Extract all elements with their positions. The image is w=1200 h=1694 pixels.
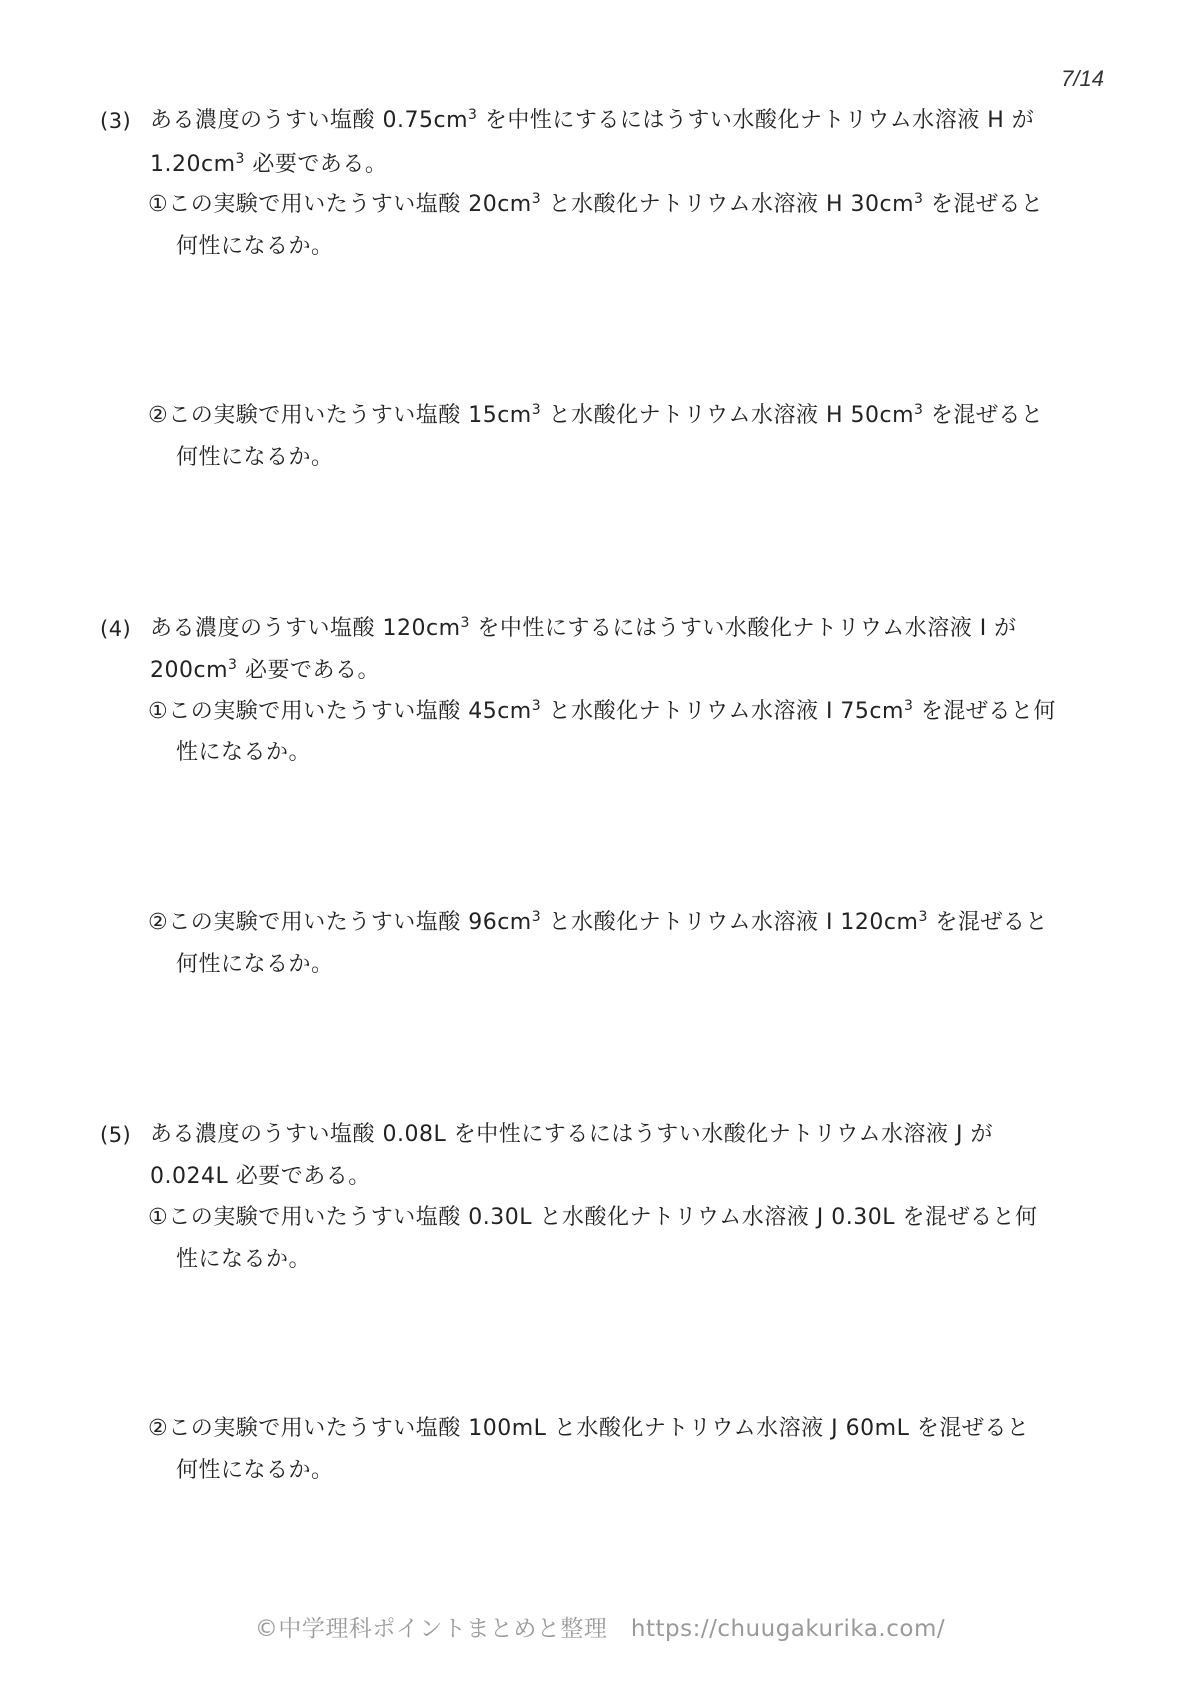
subquestion-2-line2: 何性になるか。 (176, 952, 334, 977)
question-number: (4) (100, 617, 132, 641)
question-stem-line2: $200cm^3$ 必要である。 (150, 657, 380, 683)
question-number: (5) (100, 1123, 132, 1147)
question-stem-line2: $1.20cm^3$ 必要である。 (150, 151, 388, 177)
subquestion-1-line2: 性になるか。 (176, 1247, 312, 1272)
footer-copyright: ©中学理科ポイントまとめと整理 https://chuugakurika.com/ (254, 1616, 946, 1642)
question-stem-line1: ある濃度のうすい塩酸 $0.75cm^3$ を中性にするにはうすい水酸化ナトリウム水溶液 H が (150, 107, 1035, 133)
subquestion-1-line1: ①この実験で用いたうすい塩酸 $20cm^3$ と水酸化ナトリウム水溶液 H $30cm^3$ を混ぜると (148, 191, 1044, 217)
question-number: (3) (100, 109, 132, 133)
subquestion-1-line2: 何性になるか。 (176, 234, 334, 259)
question-stem-line1: ある濃度のうすい塩酸 0.08L を中性にするにはうすい水酸化ナトリウム水溶液 J が (150, 1122, 993, 1147)
subquestion-2-line1: ②この実験で用いたうすい塩酸 100mL と水酸化ナトリウム水溶液 J 60mL を混ぜると (148, 1416, 1030, 1441)
subquestion-2-line1: ②この実験で用いたうすい塩酸 $96cm^3$ と水酸化ナトリウム水溶液 I $120cm^3$ を混ぜると (148, 909, 1048, 935)
page-number: 7/14 (1061, 66, 1104, 91)
subquestion-2-line2: 何性になるか。 (176, 1458, 334, 1483)
subquestion-1-line1: ①この実験で用いたうすい塩酸 $45cm^3$ と水酸化ナトリウム水溶液 I $75cm^3$ を混ぜると何 (148, 698, 1056, 724)
subquestion-2-line2: 何性になるか。 (176, 445, 334, 470)
question-stem-line1: ある濃度のうすい塩酸 $120cm^3$ を中性にするにはうすい水酸化ナトリウム水溶液 I が (150, 615, 1017, 641)
subquestion-2-line1: ②この実験で用いたうすい塩酸 $15cm^3$ と水酸化ナトリウム水溶液 H $50cm^3$ を混ぜると (148, 402, 1044, 428)
subquestion-1-line1: ①この実験で用いたうすい塩酸 0.30L と水酸化ナトリウム水溶液 J 0.30L を混ぜると何 (148, 1205, 1038, 1230)
question-stem-line2: 0.024L 必要である。 (150, 1164, 371, 1189)
subquestion-1-line2: 性になるか。 (176, 740, 312, 765)
